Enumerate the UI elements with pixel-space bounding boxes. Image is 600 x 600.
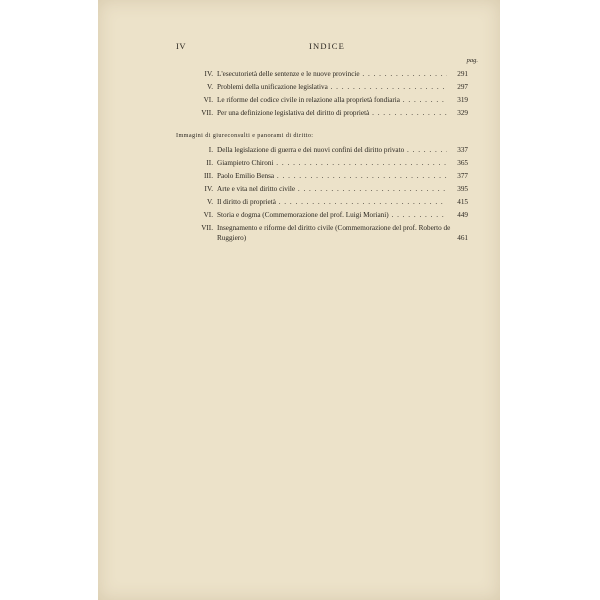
- entry-number: VII.: [201, 224, 213, 232]
- entry-number: IV.: [204, 185, 213, 193]
- entry-page: 449: [457, 211, 468, 219]
- index-entry: [190, 95, 480, 107]
- entry-number: VI.: [203, 211, 213, 219]
- entry-page: 377: [457, 172, 468, 180]
- entry-page: 415: [457, 198, 468, 206]
- entry-title: Le riforme del codice civile in relazione alla proprietà fondiaria . . .: [217, 95, 447, 105]
- entry-number: VI.: [203, 96, 213, 104]
- entry-title: Insegnamento e riforme del diritto civile (Commemorazione del prof. Roberto de Ruggiero): [217, 224, 451, 242]
- page-title: INDICE: [309, 41, 345, 51]
- index-entry: [190, 197, 480, 209]
- entry-title: Arte e vita nel diritto civile . . .: [217, 184, 447, 194]
- entry-page: 461: [457, 234, 468, 242]
- entry-number: V.: [206, 198, 213, 206]
- index-entry: [190, 223, 480, 245]
- entry-title: Paolo Emilio Bensa . . .: [217, 171, 447, 181]
- page-number: IV: [176, 41, 186, 51]
- entry-title: Giampietro Chironi . . .: [217, 158, 447, 168]
- section-heading: Immagini di giureconsulti e panorami di diritto:: [176, 132, 314, 139]
- entry-page: 291: [457, 70, 468, 78]
- entry-number: VII.: [201, 109, 213, 117]
- entry-title: Problemi della unificazione legislativa . . .: [217, 82, 447, 92]
- entry-number: II.: [206, 159, 213, 167]
- entry-page: 329: [457, 109, 468, 117]
- index-entry: [190, 171, 480, 183]
- page-header: [176, 41, 478, 55]
- index-entry: [190, 210, 480, 222]
- entry-number: III.: [204, 172, 213, 180]
- entry-title: L'esecutorietà delle sentenze e le nuove provincie . . .: [217, 69, 447, 79]
- index-entry: [190, 145, 480, 157]
- index-entry: [190, 108, 480, 120]
- index-entry: [190, 184, 480, 196]
- index-entry: [190, 69, 480, 81]
- entry-page: 297: [457, 83, 468, 91]
- entry-page: 319: [457, 96, 468, 104]
- entry-title: Storia e dogma (Commemorazione del prof. Luigi Moriani) . . .: [217, 210, 447, 220]
- entry-number: V.: [206, 83, 213, 91]
- entry-title: Il diritto di proprietà . . .: [217, 197, 447, 207]
- entry-page: 365: [457, 159, 468, 167]
- entry-number: IV.: [204, 70, 213, 78]
- entry-number: I.: [208, 146, 213, 154]
- entry-title: Della legislazione di guerra e dei nuovi confini del diritto privato . . .: [217, 145, 447, 155]
- entry-page: 395: [457, 185, 468, 193]
- index-entry: [190, 82, 480, 94]
- entry-page: 337: [457, 146, 468, 154]
- index-entry: [190, 158, 480, 170]
- pag-label: pag.: [466, 57, 478, 64]
- entry-title: Per una definizione legislativa del diritto di proprietà . . .: [217, 108, 447, 118]
